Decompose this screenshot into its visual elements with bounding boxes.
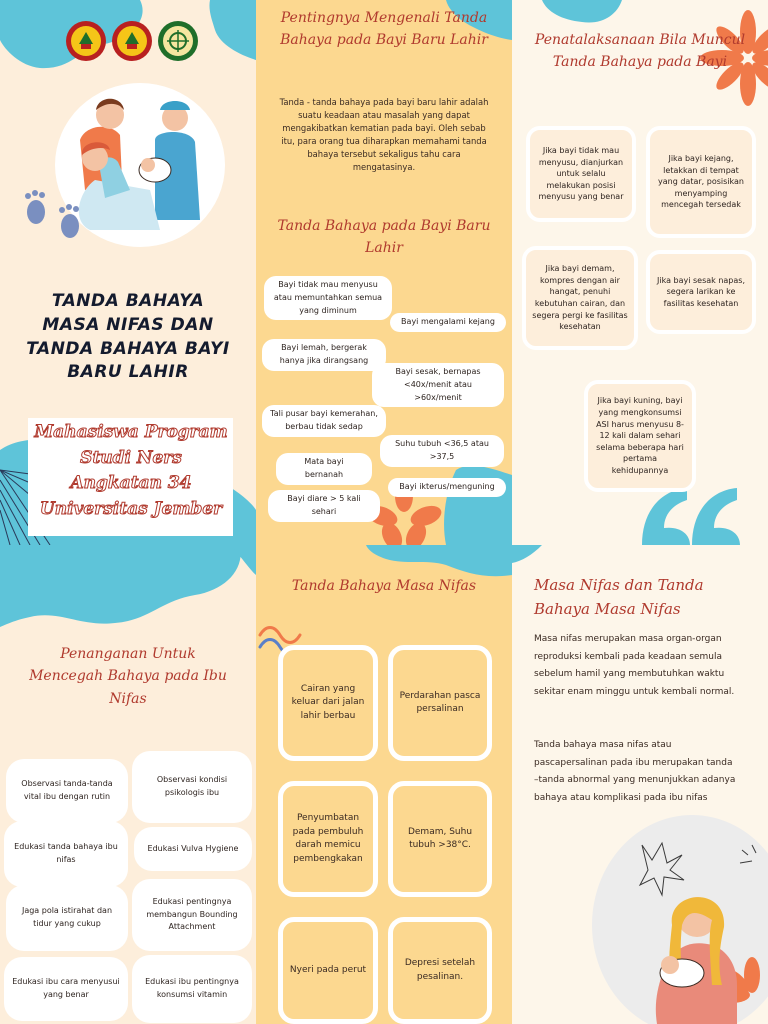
cover-authors: Mahasiswa Program Studi Ners Angkatan 34 Universitas Jember: [34, 422, 228, 519]
postpartum-card: Penyumbatan pada pembuluh darah memicu pembengkakan: [278, 781, 378, 897]
prevention-card: Edukasi ibu pentingnya konsumsi vitamin: [132, 955, 252, 1023]
importance-title: Pentingnya Mengenali Tanda Bahaya pada Bayi Baru Lahir: [280, 10, 488, 48]
prevention-card: Jaga pola istirahat dan tidur yang cukup: [6, 885, 128, 951]
management-card: Jika bayi sesak napas, segera larikan ke fasilitas kesehatan: [646, 250, 756, 334]
newborn-signs-title: Tanda Bahaya pada Bayi Baru Lahir: [277, 218, 491, 256]
postpartum-title: Tanda Bahaya Masa Nifas: [291, 578, 477, 594]
university-logo-icon: [66, 21, 106, 61]
prevention-panel: [0, 545, 256, 1024]
postpartum-card: Cairan yang keluar dari jalan lahir berbau: [278, 645, 378, 761]
management-panel: [512, 0, 768, 545]
nifas-title: Masa Nifas dan Tanda Bahaya Masa Nifas: [534, 576, 704, 618]
newborn-signs-panel: [256, 0, 512, 545]
management-card: Jika bayi kuning, bayi yang mengkonsumsi ASI harus menyusu 8-12 kali dalam sehari selama beberapa hari pertama kehidupannya: [584, 380, 696, 492]
sign-pill: Suhu tubuh <36,5 atau >37,5: [380, 435, 504, 467]
faculty-logo-icon: [112, 21, 152, 61]
cover-title: TANDA BAHAYA MASA NIFAS DAN TANDA BAHAYA BAYI BARU LAHIR: [26, 291, 230, 383]
sign-pill: Mata bayi bernanah: [276, 453, 372, 485]
postpartum-card: Depresi setelah pesalinan.: [388, 917, 492, 1024]
sign-pill: Bayi mengalami kejang: [390, 313, 506, 332]
sign-pill: Tali pusar bayi kemerahan, berbau tidak sedap: [262, 405, 386, 437]
postpartum-signs-panel: [256, 545, 512, 1024]
prevention-card: Edukasi ibu cara menyusui yang benar: [4, 957, 128, 1021]
sign-pill: Bayi sesak, bernapas <40x/menit atau >60x/menit: [372, 363, 504, 407]
prevention-card: Edukasi pentingnya membangun Bounding Attachment: [132, 879, 252, 951]
nifas-info-panel: [512, 545, 768, 1024]
prevention-card: Observasi tanda-tanda vital ibu dengan rutin: [6, 759, 128, 823]
management-card: Jika bayi tidak mau menyusu, dianjurkan untuk selalu melakukan posisi menyusu yang benar: [526, 126, 636, 222]
prevention-title: Penanganan Untuk Mencegah Bahaya pada Ibu Nifas: [29, 646, 227, 707]
prevention-card: Edukasi Vulva Hygiene: [134, 827, 252, 871]
management-card: Jika bayi demam, kompres dengan air hangat, penuhi kebutuhan cairan, dan segera pergi ke fasilitas kesehatan: [522, 246, 638, 350]
footprint-icon: [14, 190, 94, 250]
sign-pill: Bayi lemah, bergerak hanya jika dirangsang: [262, 339, 386, 371]
sign-pill: Bayi diare > 5 kali sehari: [268, 490, 380, 522]
postpartum-card: Demam, Suhu tubuh >38°C.: [388, 781, 492, 897]
program-logo-icon: [158, 21, 198, 61]
sign-pill: Bayi tidak mau menyusu atau memuntahkan semua yang diminum: [264, 276, 392, 320]
sign-pill: Bayi ikterus/menguning: [388, 478, 506, 497]
management-card: Jika bayi kejang, letakkan di tempat yang datar, posisikan menyamping mencegah tersedak: [646, 126, 756, 238]
prevention-card: Observasi kondisi psikologis ibu: [132, 751, 252, 823]
prevention-card: Edukasi tanda bahaya ibu nifas: [4, 821, 128, 887]
nifas-paragraph-2: Tanda bahaya masa nifas atau pascapersalinan pada ibu merupakan tanda –tanda abnormal yang menunjukkan adanya bahaya atau komplikasi pada ibu nifas: [534, 740, 736, 803]
postpartum-card: Nyeri pada perut: [278, 917, 378, 1024]
postpartum-card: Perdarahan pasca persalinan: [388, 645, 492, 761]
importance-text: Tanda - tanda bahaya pada bayi baru lahir adalah suatu keadaan atau masalah yang dapat mengakibatkan kematian pada bayi. Oleh sebab itu, para orang tua diharapkan memahami tanda bahaya tersebut sekaligus tahu cara mengatasinya.: [279, 97, 489, 173]
cover-panel: [0, 0, 256, 545]
management-title: Penatalaksanaan Bila Muncul Tanda Bahaya pada Bayi: [534, 32, 746, 70]
nifas-paragraph-1: Masa nifas merupakan masa organ-organ reproduksi kembali pada keadaan semula sebelum hamil yang membutuhkan waktu sekitar enam minggu untuk kembali normal.: [534, 634, 735, 697]
